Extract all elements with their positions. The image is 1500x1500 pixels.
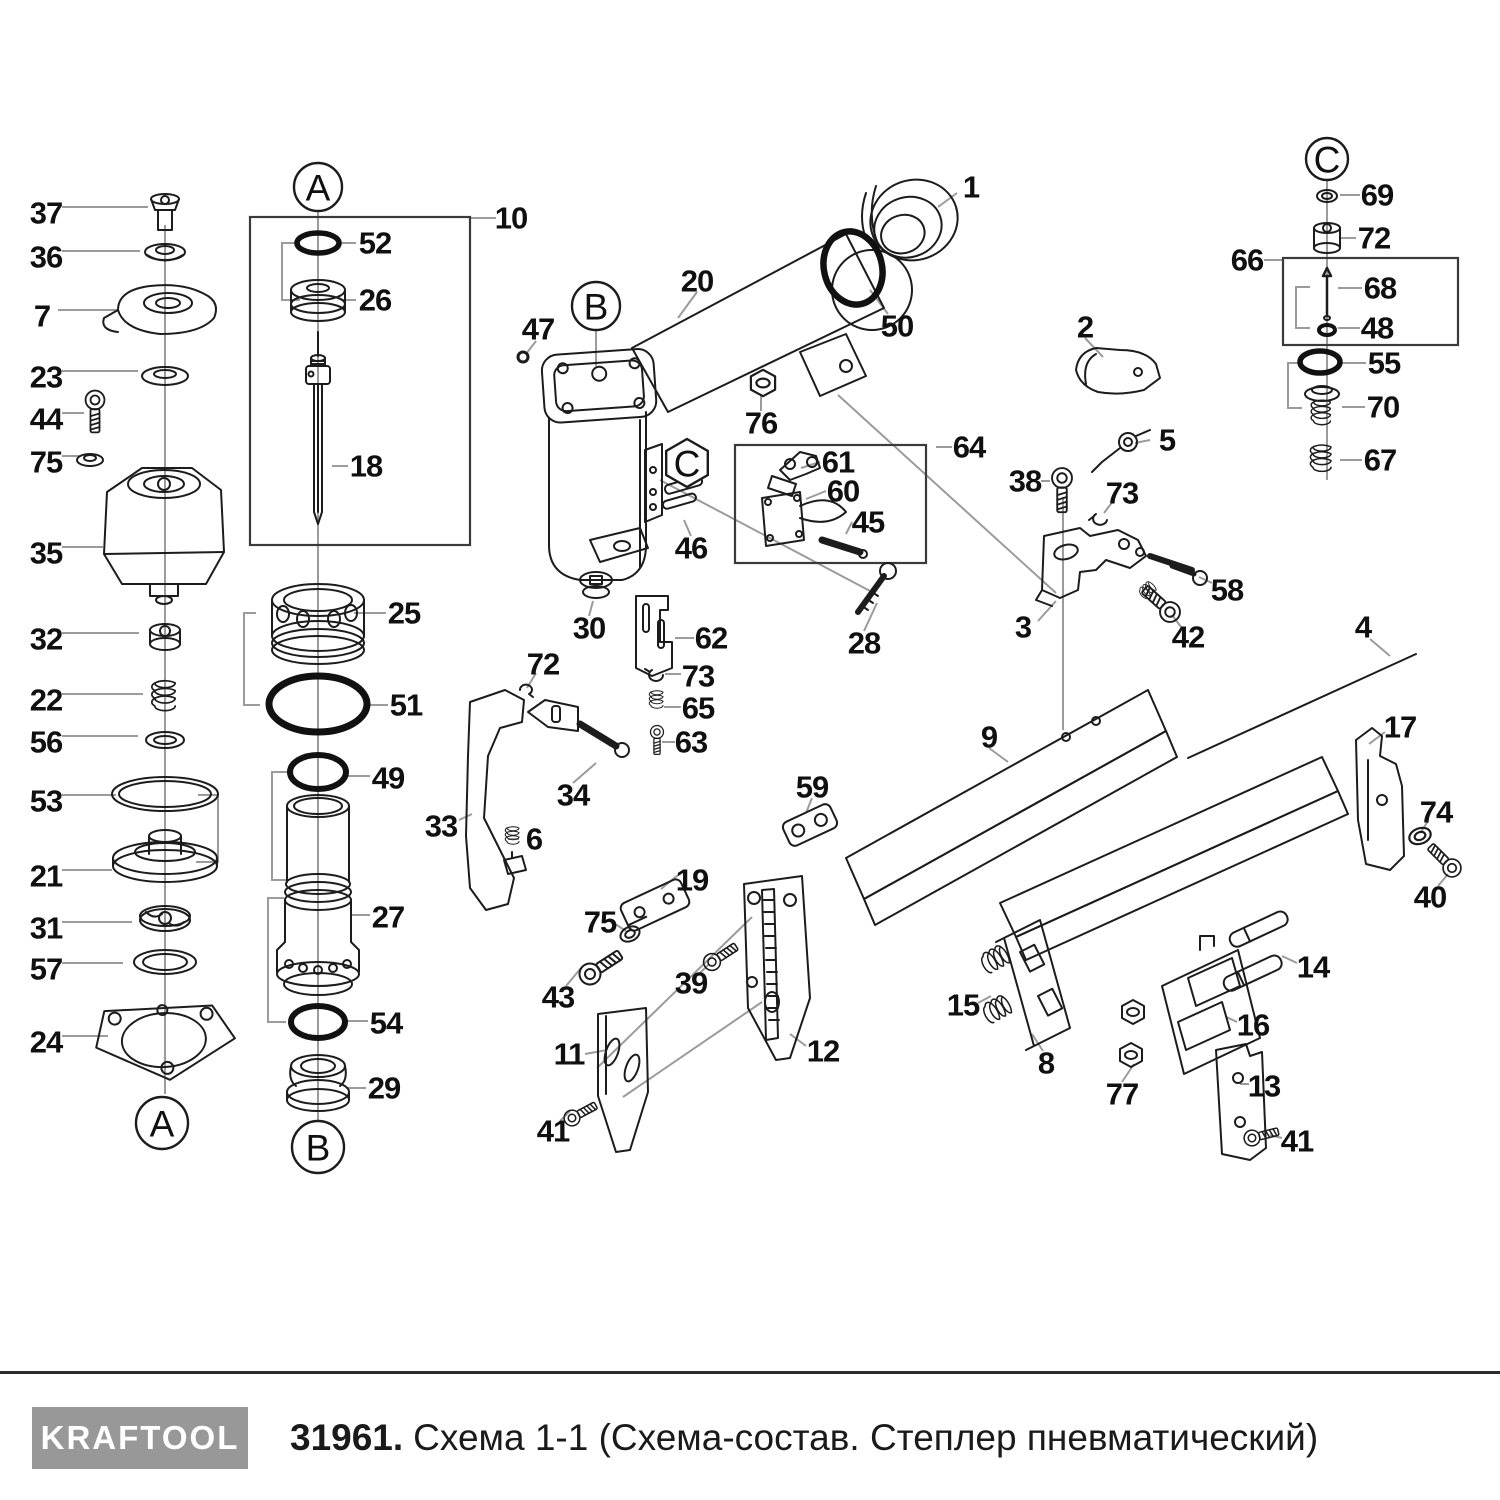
part-label-8: 8	[1037, 1045, 1055, 1081]
part-label-51: 51	[389, 687, 423, 723]
tool-body-drawing	[518, 168, 968, 598]
part-label-57: 57	[29, 951, 63, 987]
part-label-5: 5	[1158, 422, 1176, 458]
part-label-23: 23	[29, 359, 63, 395]
part-label-32: 32	[29, 621, 63, 657]
drawing-title: Схема 1-1 (Схема-состав. Степлер пневматический)	[413, 1417, 1319, 1458]
part-label-63: 63	[674, 724, 708, 760]
part-label-12: 12	[806, 1033, 840, 1069]
part-label-27: 27	[371, 899, 405, 935]
kraftool-logo: KRAFTOOL	[32, 1407, 248, 1469]
letter-callout-text-A: A	[149, 1103, 175, 1145]
part-label-73: 73	[1105, 475, 1139, 511]
part-label-20: 20	[680, 263, 714, 299]
part-label-38: 38	[1008, 463, 1042, 499]
drawing-caption	[290, 1407, 1318, 1469]
part-label-48: 48	[1360, 310, 1394, 346]
letter-callout-text-B: B	[583, 286, 609, 328]
part-label-50: 50	[880, 308, 914, 344]
part-label-60: 60	[826, 473, 860, 509]
pusher-parts-drawing	[978, 728, 1464, 1160]
part-label-15: 15	[946, 987, 980, 1023]
part-label-69: 69	[1360, 177, 1394, 213]
part-label-18: 18	[349, 448, 383, 484]
letter-callout-text-A: A	[305, 167, 331, 209]
letter-callout-text-B: B	[305, 1127, 331, 1169]
part-label-33: 33	[424, 808, 458, 844]
part-label-72: 72	[1357, 220, 1391, 256]
part-label-64: 64	[952, 429, 986, 465]
letter-callout-text-C: C	[1313, 139, 1341, 181]
part-label-47: 47	[521, 311, 555, 347]
part-label-22: 22	[29, 682, 63, 718]
part-label-74: 74	[1419, 794, 1453, 830]
part-label-55: 55	[1367, 345, 1401, 381]
part-label-14: 14	[1296, 949, 1330, 985]
part-label-41: 41	[536, 1113, 570, 1149]
article-number: 31961.	[290, 1417, 404, 1458]
part-label-76: 76	[744, 405, 778, 441]
part-label-62: 62	[694, 620, 728, 656]
part-label-54: 54	[369, 1005, 403, 1041]
part-label-42: 42	[1171, 619, 1205, 655]
part-label-52: 52	[358, 225, 392, 261]
part-label-75: 75	[29, 444, 63, 480]
part-label-30: 30	[572, 610, 606, 646]
part-label-75: 75	[583, 904, 617, 940]
part-label-41: 41	[1280, 1123, 1314, 1159]
cap-assembly-drawing	[77, 194, 237, 1084]
part-label-73: 73	[681, 658, 715, 694]
leader-lines	[58, 177, 1448, 1138]
part-label-34: 34	[556, 777, 590, 813]
part-label-65: 65	[681, 690, 715, 726]
part-label-43: 43	[541, 979, 575, 1015]
part-label-21: 21	[29, 858, 63, 894]
part-label-53: 53	[29, 783, 63, 819]
part-label-36: 36	[29, 239, 63, 275]
part-label-9: 9	[980, 719, 998, 755]
part-label-39: 39	[674, 965, 708, 1001]
part-label-67: 67	[1363, 442, 1397, 478]
part-label-25: 25	[387, 595, 421, 631]
footer	[0, 1371, 1500, 1500]
letter-callout-text-C: C	[673, 443, 701, 485]
part-label-1: 1	[962, 169, 980, 205]
part-label-56: 56	[29, 724, 63, 760]
part-label-72: 72	[526, 646, 560, 682]
part-label-45: 45	[851, 504, 885, 540]
part-label-26: 26	[358, 282, 392, 318]
part-label-37: 37	[29, 195, 63, 231]
part-label-17: 17	[1383, 709, 1417, 745]
part-label-66: 66	[1230, 242, 1264, 278]
part-label-10: 10	[494, 200, 528, 236]
part-label-6: 6	[525, 821, 543, 857]
part-label-4: 4	[1354, 609, 1372, 645]
part-label-16: 16	[1236, 1007, 1270, 1043]
part-label-77: 77	[1105, 1076, 1139, 1112]
part-label-44: 44	[29, 401, 63, 437]
part-label-19: 19	[675, 862, 709, 898]
part-label-68: 68	[1363, 270, 1397, 306]
part-label-7: 7	[33, 298, 51, 334]
part-label-35: 35	[29, 535, 63, 571]
part-label-49: 49	[371, 760, 405, 796]
magazine-rail-drawing	[846, 654, 1416, 960]
part-label-70: 70	[1366, 389, 1400, 425]
part-label-2: 2	[1076, 309, 1094, 345]
part-label-31: 31	[29, 910, 63, 946]
part-label-46: 46	[674, 530, 708, 566]
part-label-28: 28	[847, 625, 881, 661]
part-label-40: 40	[1413, 879, 1447, 915]
part-label-13: 13	[1247, 1068, 1281, 1104]
part-label-61: 61	[821, 444, 855, 480]
part-label-29: 29	[367, 1070, 401, 1106]
part-label-11: 11	[553, 1036, 585, 1072]
part-label-24: 24	[29, 1024, 63, 1060]
part-label-59: 59	[795, 769, 829, 805]
part-label-3: 3	[1014, 609, 1032, 645]
part-label-58: 58	[1210, 572, 1244, 608]
